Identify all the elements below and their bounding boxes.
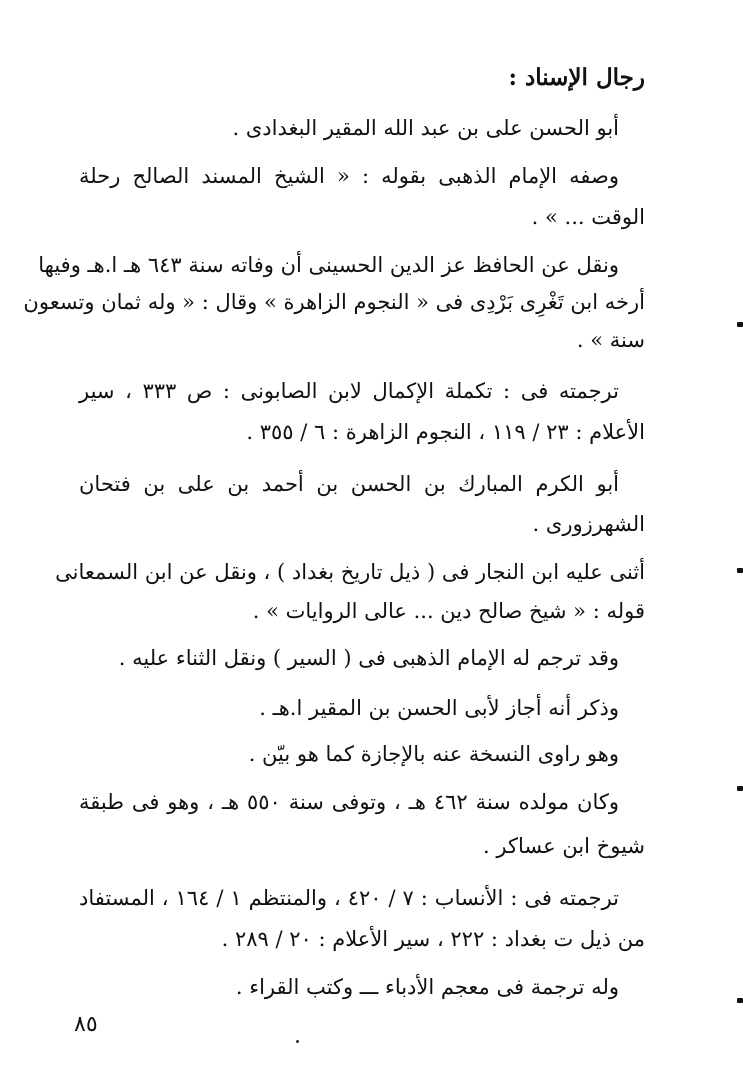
text-line: سنة » .: [576, 328, 645, 352]
text-line: ترجمته فى : تكملة الإكمال لابن الصابونى : ص ٣٣٣ ، سير: [79, 379, 619, 403]
text-line: أبو الكرم المبارك بن الحسن بن أحمد بن على بن فتحان: [79, 472, 619, 496]
text-line: قوله : « شيخ صالح دين ... عالى الروايات » .: [252, 599, 645, 623]
scan-edge-mark: [737, 568, 743, 573]
text-line: وصفه الإمام الذهبى بقوله : « الشيخ المسند الصالح رحلة: [79, 164, 619, 188]
text-line: الشهرزورى .: [532, 512, 645, 536]
page-number: ٨٥: [74, 1012, 98, 1037]
text-line: وله ترجمة فى معجم الأدباء ـــ وكتب القراء .: [235, 975, 619, 999]
text-line: شيوخ ابن عساكر .: [483, 834, 645, 858]
scan-edge-mark: [737, 786, 743, 791]
scan-speck: [296, 1040, 299, 1043]
text-line: أبو الحسن على بن عبد الله المقير البغدادى .: [232, 116, 619, 140]
scan-edge-mark: [737, 322, 743, 327]
text-line: وذكر أنه أجاز لأبى الحسن بن المقير ا.هـ .: [259, 696, 619, 720]
text-line: وقد ترجم له الإمام الذهبى فى ( السير ) ونقل الثناء عليه .: [118, 646, 619, 670]
text-line: ونقل عن الحافظ عز الدين الحسينى أن وفاته سنة ٦٤٣ هـ ا.هـ وفيها: [38, 253, 619, 277]
text-line: أثنى عليه ابن النجار فى ( ذيل تاريخ بغداد ) ، ونقل عن ابن السمعانى: [55, 560, 645, 584]
scan-edge-mark: [737, 998, 743, 1003]
text-line: ترجمته فى : الأنساب : ٧ / ٤٢٠ ، والمنتظم ١ / ١٦٤ ، المستفاد: [79, 886, 619, 910]
text-line: الأعلام : ٢٣ / ١١٩ ، النجوم الزاهرة : ٦ / ٣٥٥ .: [246, 420, 645, 444]
text-line: وكان مولده سنة ٤٦٢ هـ ، وتوفى سنة ٥٥٠ هـ ، وهو فى طبقة: [79, 790, 620, 814]
text-line: وهو راوى النسخة عنه بالإجازة كما هو بيّن .: [248, 742, 619, 766]
section-heading: رجال الإسناد :: [508, 64, 645, 91]
text-line: الوقت ... » .: [531, 205, 645, 229]
text-line: أرخه ابن تَغْرِى بَرْدِى فى « النجوم الزاهرة » وقال : « وله ثمان وتسعون: [23, 290, 645, 314]
text-line: من ذيل ت بغداد : ٢٢٢ ، سير الأعلام : ٢٠ / ٢٨٩ .: [221, 927, 645, 951]
